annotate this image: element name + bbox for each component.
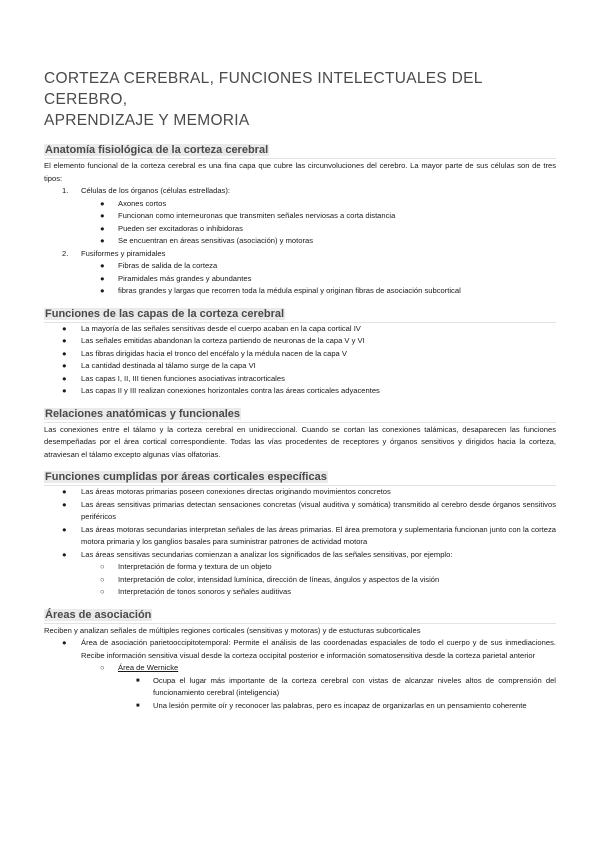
list-item: ■ Ocupa el lugar más importante de la corteza cerebral con vistas de alcanzar niveles altos de comprensión del funcionamiento cerebral (inteligencia) [136,675,556,697]
list-item: ● Las áreas sensitivas secundarias comienzan a analizar los significados de las señales sensitivas, por ejemplo: [62,549,453,559]
list-item: ● fibras grandes y largas que recorren toda la médula espinal y originan fibras de asociación subcortical [100,286,461,295]
list-item: ● Las capas I, II, III tienen funciones asociativas intracorticales [62,373,285,383]
list-item: ● Las capas II y III realizan conexiones horizontales contra las áreas corticales adyacentes [62,386,380,395]
section-heading: Anatomía fisiológica de la corteza cerebral [44,143,556,159]
bullet-list [44,323,556,398]
sub-sub-list [44,675,556,713]
section-funciones [44,470,556,599]
section-capas [44,307,556,398]
sub-list [44,561,556,599]
list-item: ● Área de asociación parietooccipitotemporal: Permite el análisis de las coordenadas espaciales de todo el cuerpo y de sus inmediaciones. Recibe información sensitiva visual desde la corteza occipital posterior e información somatosensitiva desde la corteza parietal anterior [62,638,556,660]
list-item: ● La mayoría de las señales sensitivas desde el cuerpo acaban en la capa cortical IV [62,323,361,333]
list-item: ● Pueden ser excitadoras o inhibidoras [100,223,243,233]
list-item: ○ Interpretación de tonos sonoros y señales auditivas [100,587,292,596]
numbered-list [44,185,556,298]
list-item: 2. Fusiformes y piramidales ● Fibras de salida de la corteza ● Piramidales más grandes y abundantes ● fibras grandes y largas que recorren toda la médula espinal y originan fibras de asociación subcortical [44,248,556,298]
list-item: ● Se encuentran en áreas sensitivas (asociación) y motoras [100,236,314,245]
list-item: ○ Área de Wernicke [100,663,179,672]
section-heading: Funciones de las capas de la corteza cerebral [44,307,556,323]
section-heading: Relaciones anatómicas y funcionales [44,407,556,423]
list-item: ● Fibras de salida de la corteza [100,261,218,270]
list-item: ● Las fibras dirigidas hacia el tronco del encéfalo y la médula nacen de la capa V [62,348,347,358]
document-page [44,68,556,721]
paragraph: Las conexiones entre el tálamo y la corteza cerebral en unidireccional. Cuando se cortan las conexiones talámicas, desaparecen las funciones desempeñadas por el área cortical correspondiente. Todas las vías procedentes de receptores y órganos sensitivos y dirigidos hacia la corteza, atraviesan el tálamo excepto algunas vías olfatorias. [44,424,556,459]
list-item: ○ Interpretación de forma y textura de un objeto [100,562,272,571]
list-item: 1. Células de los órganos (células estrelladas): ● Axones cortos ● Funcionan como interneuronas que transmiten señales nerviosas a corta distancia ● Pueden ser excitadoras o inhibidoras ● Se encuentran en áreas sensitivas (asociación) y motoras [44,185,556,248]
list-item: ● Funcionan como interneuronas que transmiten señales nerviosas a corta distancia [100,211,396,220]
section-heading: Áreas de asociación [44,608,556,624]
sub-list [44,662,556,675]
list-item: ● La cantidad destinada al tálamo surge de la capa VI [62,361,256,370]
section-anatomia [44,143,556,298]
document-title: CORTEZA CEREBRAL, FUNCIONES INTELECTUALES DEL CEREBRO, APRENDIZAJE Y MEMORIA [44,70,483,129]
list-item: ● Las áreas sensitivas primarias detectan sensaciones concretas (visual auditiva y somática) transmitido al cerebro desde órganos sensitivos periféricos [62,499,556,521]
bullet-list [44,637,556,662]
list-item: ● Las áreas motoras primarias poseen conexiones directas originando movimientos concretos [62,487,391,496]
list-item: ● Las señales emitidas abandonan la corteza partiendo de neuronas de la capa V y VI [62,336,365,345]
section-asociacion [44,608,556,713]
section-relaciones [44,407,556,462]
paragraph: Reciben y analizan señales de múltiples regiones corticales (sensitivas y motoras) y de estucturas subcorticales [44,625,421,635]
section-heading: Funciones cumplidas por áreas corticales específicas [44,470,556,486]
paragraph: El elemento funcional de la corteza cerebral es una fina capa que cubre las circunvoluciones del cerebro. La mayor parte de sus células son de tres tipos: [44,161,556,183]
bullet-list [44,486,556,561]
list-item: ● Piramidales más grandes y abundantes [100,273,252,283]
list-item: ● Axones cortos [100,198,167,208]
list-item: ● Las áreas motoras secundarias interpretan señales de las áreas primarias. El área premotora y suplementaria funcionan junto con la corteza motora primaria y los ganglios basales para suministrar patrones de actividad motora [62,524,556,546]
list-item: ■ Una lesión permite oír y reconocer las palabras, pero es incapaz de organizarlas en un pensamiento coherente [136,700,527,710]
list-item: ○ Interpretación de color, intensidad lumínica, dirección de líneas, ángulos y aspectos de la visión [100,574,440,584]
